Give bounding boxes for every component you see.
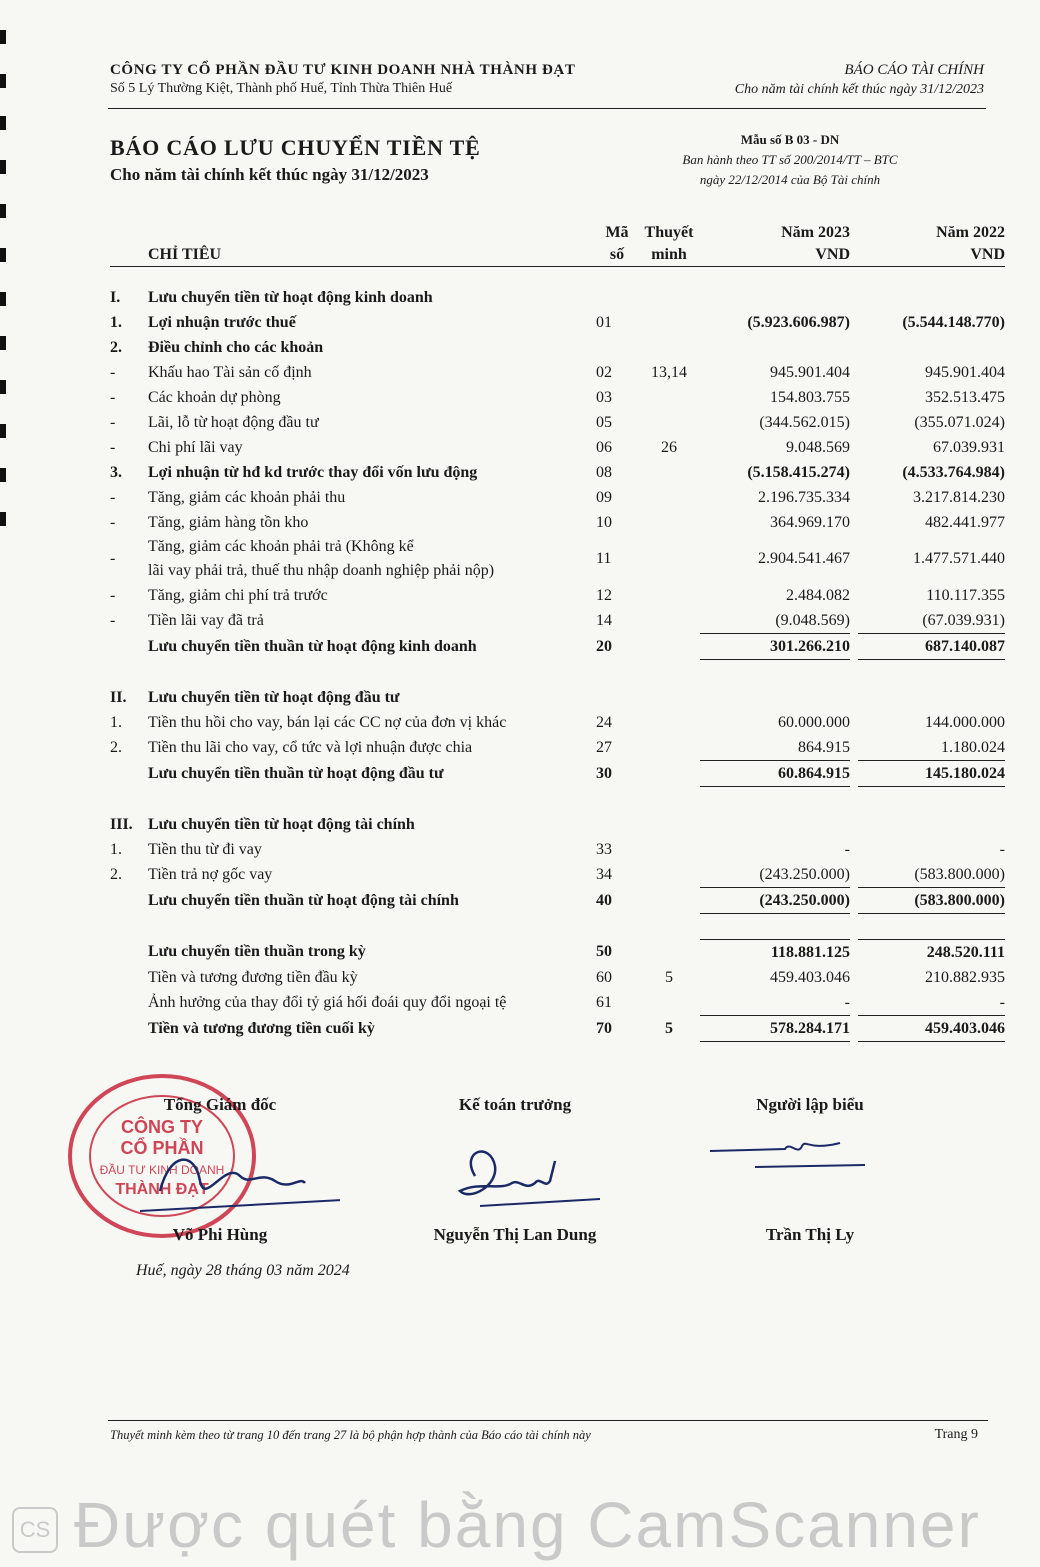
footer-divider: [108, 1420, 988, 1421]
seal-line-2: CỔ PHẦN: [120, 1138, 204, 1158]
signature-accountant: [400, 1095, 630, 1245]
table-row: 2. Tiền thu lãi cho vay, cổ tức và lợi nhuận được chia 27 864.915 1.180.024: [110, 735, 1005, 761]
preparer-signature: [690, 1121, 930, 1221]
table-row: - Tiền lãi vay đã trả 14 (9.048.569) (67.039.931): [110, 608, 1005, 634]
camscanner-logo-icon: CS: [12, 1507, 58, 1553]
table-row: 3. Lợi nhuận từ hđ kd trước thay đổi vốn lưu động 08 (5.158.415.274) (4.533.764.984): [110, 463, 1005, 481]
table-row: 2. Điều chỉnh cho các khoản: [110, 338, 324, 356]
header-year-2022: Năm 2022 VND: [936, 224, 1005, 263]
table-row: 1. Tiền thu hồi cho vay, bán lại các CC nợ của đơn vị khác 24 60.000.000 144.000.000: [110, 713, 1005, 731]
table-row: II. Lưu chuyển tiền từ hoạt động đầu tư: [110, 688, 400, 706]
company-address: Số 5 Lý Thường Kiệt, Thành phố Huế, Tỉnh Thừa Thiên Huế: [110, 81, 453, 96]
table-row: 2. Tiền trả nợ gốc vay 34 (243.250.000) (583.800.000): [110, 862, 1005, 888]
subtotal-row: Lưu chuyển tiền thuần từ hoạt động kinh doanh 20 301.266.210 687.140.087: [110, 634, 1005, 660]
table-row: - Tăng, giảm chi phí trả trước 12 2.484.082 110.117.355: [110, 586, 1005, 604]
table-row: - Khấu hao Tài sản cố định 02 13,14 945.901.404 945.901.404: [110, 363, 1005, 381]
report-period: Cho năm tài chính kết thúc ngày 31/12/2023: [734, 82, 984, 97]
table-row: I. Lưu chuyển tiền từ hoạt động kinh doanh: [110, 288, 433, 306]
accountant-signature: [400, 1121, 630, 1221]
closing-balance-row: Tiền và tương đương tiền cuối kỳ 70 5 578.284.171 459.403.046: [110, 1016, 1005, 1042]
seal-line-1: CÔNG TY: [120, 1117, 204, 1137]
report-type: BÁO CÁO TÀI CHÍNH: [844, 62, 984, 78]
table-row: - Các khoản dự phòng 03 154.803.755 352.513.475: [110, 388, 1005, 406]
table-row: Ảnh hưởng của thay đổi tỷ giá hối đoái quy đổi ngoại tệ 61 - -: [110, 990, 1005, 1016]
form-reference: [640, 130, 940, 190]
company-header: [110, 62, 575, 97]
table-row: - Chi phí lãi vay 06 26 9.048.569 67.039.931: [110, 438, 1005, 456]
page-number: Trang 9: [934, 1427, 978, 1442]
director-name: Võ Phi Hùng: [172, 1225, 268, 1244]
header-year-2023: Năm 2023 VND: [781, 224, 850, 263]
table-row: - Tăng, giảm các khoản phải trả (Không kể lãi vay phải trả, thuế thu nhập doanh nghiệp phải nộp) 11 2.904.541.467 1.477.571.440: [110, 538, 1005, 579]
director-role: Tổng Giám đốc: [163, 1095, 277, 1114]
form-code: Mẫu số B 03 - DN: [740, 132, 840, 147]
table-row: - Tăng, giảm các khoản phải thu 09 2.196.735.334 3.217.814.230: [110, 488, 1005, 506]
table-row: 1. Lợi nhuận trước thuế 01 (5.923.606.987) (5.544.148.770): [110, 313, 1005, 331]
subtotal-row: Lưu chuyển tiền thuần từ hoạt động tài chính 40 (243.250.000) (583.800.000): [110, 888, 1005, 914]
accountant-role: Kế toán trưởng: [458, 1095, 572, 1114]
signing-date: Huế, ngày 28 tháng 03 năm 2024: [136, 1262, 350, 1279]
binding-marks: [0, 30, 10, 630]
table-row: 1. Tiền thu từ đi vay 33 - -: [110, 840, 1005, 858]
company-name: CÔNG TY CỔ PHẦN ĐẦU TƯ KINH DOANH NHÀ THÀNH ĐẠT: [110, 62, 576, 78]
table-row: - Lãi, lỗ từ hoạt động đầu tư 05 (344.562.015) (355.071.024): [110, 413, 1005, 431]
form-issued: Ban hành theo TT số 200/2014/TT – BTC: [682, 152, 898, 167]
statement-title: [110, 135, 481, 185]
table-header: [110, 222, 1005, 267]
subtotal-row: Lưu chuyển tiền thuần từ hoạt động đầu tư 30 60.864.915 145.180.024: [110, 761, 1005, 787]
main-title: BÁO CÁO LƯU CHUYỂN TIỀN TỆ: [110, 135, 481, 160]
cash-flow-table: [110, 222, 1005, 1042]
accountant-name: Nguyễn Thị Lan Dung: [433, 1225, 597, 1244]
scanner-watermark: [12, 1488, 981, 1562]
report-header: [735, 62, 984, 98]
header-code: Mã số: [605, 224, 629, 263]
signature-preparer: [690, 1095, 930, 1245]
table-row: - Tăng, giảm hàng tồn kho 10 364.969.170 482.441.977: [110, 513, 1005, 531]
seal-line-4: THÀNH ĐẠT: [115, 1181, 209, 1198]
form-date: ngày 22/12/2014 của Bộ Tài chính: [699, 172, 881, 187]
table-row: Tiền và tương đương tiền đầu kỳ 60 5 459.403.046 210.882.935: [148, 968, 1005, 986]
table-row: III. Lưu chuyển tiền từ hoạt động tài chính: [110, 815, 415, 833]
signature-director: [100, 1095, 340, 1245]
director-signature: [100, 1121, 340, 1221]
sub-title: Cho năm tài chính kết thúc ngày 31/12/2023: [110, 165, 429, 184]
seal-line-3: ĐẦU TƯ KINH DOANH: [99, 1163, 225, 1177]
net-cash-flow-row: Lưu chuyển tiền thuần trong kỳ 50 118.881.125 248.520.111: [110, 940, 1005, 966]
watermark-text: Được quét bằng CamScanner: [74, 1489, 981, 1561]
header-divider: [108, 108, 986, 109]
preparer-role: Người lập biểu: [756, 1095, 864, 1114]
header-note: Thuyết minh: [644, 224, 694, 263]
header-name: CHỈ TIÊU: [148, 246, 222, 263]
preparer-name: Trần Thị Ly: [765, 1225, 855, 1244]
footer-note: Thuyết minh kèm theo từ trang 10 đến trang 27 là bộ phận hợp thành của Báo cáo tài chính này: [110, 1428, 591, 1442]
